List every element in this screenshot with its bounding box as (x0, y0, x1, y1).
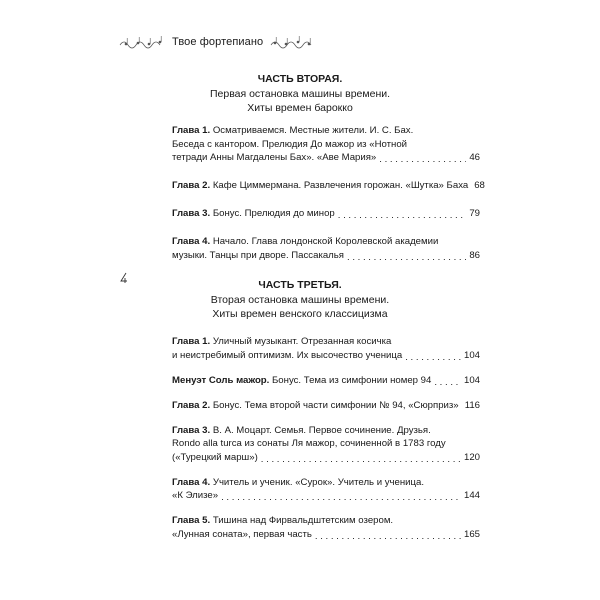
dot-leader (261, 456, 461, 468)
entry-label: Глава 3. (172, 424, 211, 436)
dot-leader (338, 212, 467, 224)
part2-heading-block (0, 72, 600, 116)
page-number: 165 (463, 528, 480, 540)
entry-label: Глава 4. (172, 236, 211, 247)
dot-leader (434, 379, 461, 391)
part3-subtitle-2: Хиты времен венского классицизма (212, 308, 388, 320)
entry-label: Глава 1. (172, 125, 211, 136)
toc-entry[interactable]: Глава 3. В. А. Моцарт. Семья. Первое сочинение. Друзья. Rondo alla turca из сонаты Ля мажор, сочиненной в 1783 году («Турецкий марш») . . . 120 (172, 424, 480, 466)
part2-subtitle-2: Хиты времен барокко (247, 102, 353, 114)
dot-leader (221, 494, 461, 506)
entry-label: Глава 1. (172, 336, 211, 347)
page-number: 46 (469, 152, 480, 163)
toc-entry[interactable]: Глава 5. Тишина над Фирвальдштетским озером. «Лунная соната», первая часть . . . 165 (172, 514, 480, 543)
dot-leader (315, 533, 461, 545)
entry-label: Глава 4. (172, 476, 211, 488)
entry-label: Глава 5. (172, 515, 211, 526)
toc-entry[interactable]: Глава 3. Бонус. Прелюдия до минор . . . 79 (172, 207, 480, 222)
page-number: 120 (463, 451, 480, 463)
toc-entry[interactable]: Глава 2. Бонус. Тема второй части симфонии № 94, «Сюрприз» . . . 116 (172, 399, 480, 414)
dot-leader (379, 156, 466, 168)
part3-toc (172, 335, 480, 543)
entry-label: Менуэт Соль мажор. (172, 374, 270, 386)
part2-subtitle-1: Первая остановка машины времени. (209, 87, 391, 100)
dot-leader (347, 254, 466, 266)
part2-toc (172, 124, 485, 264)
part3-subtitle-1: Вторая остановка машины времени. (210, 293, 390, 306)
toc-entry[interactable]: Глава 1. Осматриваемся. Местные жители. И. С. Бах. Беседа с кантором. Прелюдия До мажор из «Нотной тетради Анны Магдалены Бах». «Аве Мария» . . . 46 (172, 124, 480, 166)
part2-title: ЧАСТЬ ВТОРАЯ. (257, 73, 343, 85)
toc-entry[interactable]: Менуэт Соль мажор. Бонус. Тема из симфонии номер 94 . . . 104 (172, 374, 480, 389)
entry-label: Глава 2. (172, 180, 211, 191)
music-notes-ornament-icon (269, 35, 317, 49)
running-header (118, 34, 317, 50)
toc-entry[interactable]: Глава 2. Кафе Циммермана. Развлечения горожан. «Шутка» Баха 68 (172, 180, 485, 191)
header-title: Твое фортепиано (172, 36, 264, 48)
dot-leader (405, 354, 461, 366)
page-number: 116 (464, 399, 480, 411)
entry-label: Глава 3. (172, 208, 211, 219)
page-number: 79 (469, 208, 480, 219)
page-number: 104 (463, 374, 480, 386)
entry-label: Глава 2. (172, 399, 211, 411)
page-number: 86 (469, 249, 480, 261)
part3-title: ЧАСТЬ ТРЕТЬЯ. (258, 279, 342, 291)
toc-entry[interactable]: Глава 4. Учитель и ученик. «Сурок». Учитель и ученица. «К Элизе» . . . 144 (172, 476, 480, 505)
toc-entry[interactable]: Глава 1. Уличный музыкант. Отрезанная косичка и неистребимый оптимизм. Их высочество ученица . . . 104 (172, 335, 480, 364)
part3-heading-block (0, 278, 600, 322)
music-notes-ornament-icon (118, 35, 166, 49)
toc-entry[interactable]: Глава 4. Начало. Глава лондонской Королевской академии музыки. Танцы при дворе. Пассакалья . . . 86 (172, 235, 480, 264)
page-number: 144 (463, 490, 480, 501)
page-number: 68 (474, 180, 485, 191)
page-number: 104 (463, 349, 480, 361)
